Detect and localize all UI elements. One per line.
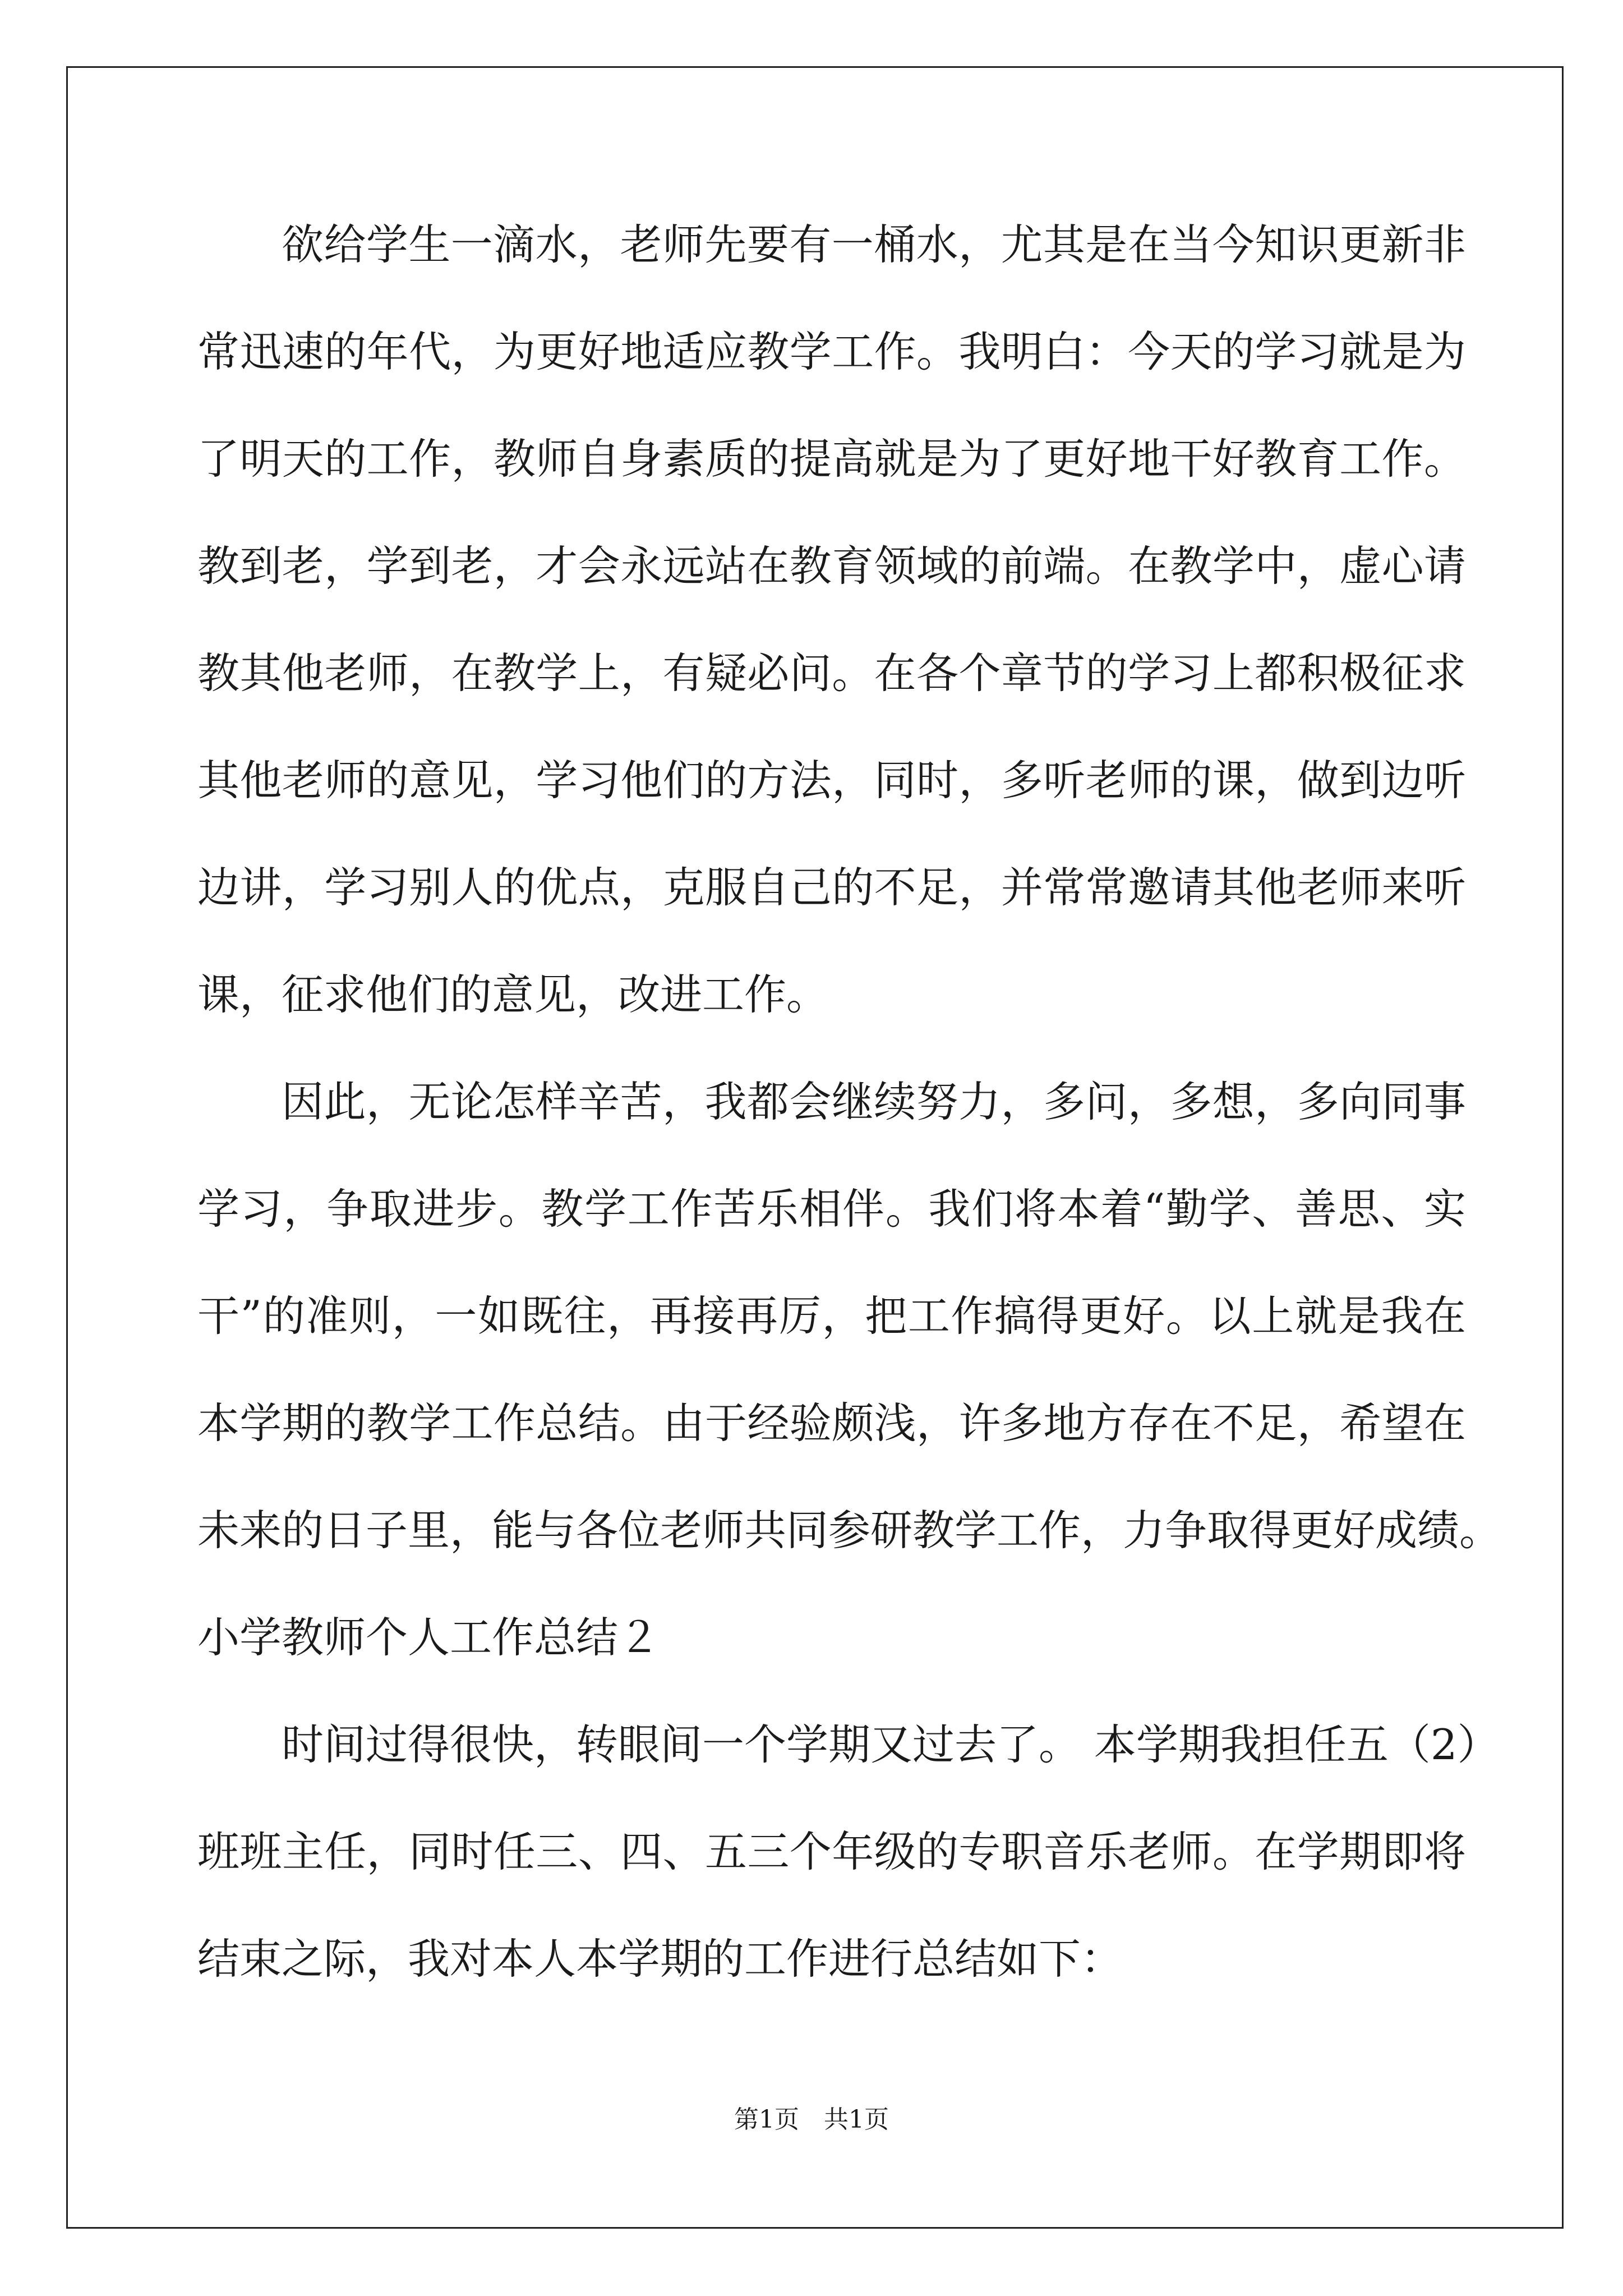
text-line: 教其他老师，在教学上，有疑必问。在各个章节的学习上都积极征求 <box>197 648 1466 698</box>
text-line: 学习，争取进步。教学工作苦乐相伴。我们将本着“勤学、善思、实 <box>197 1184 1466 1234</box>
text-line: 时间过得很快，转眼间一个学期又过去了。 本学期我担任五（2） <box>282 1720 1500 1769</box>
text-line: 欲给学生一滴水，老师先要有一桶水，尤其是在当今知识更新非 <box>282 220 1466 269</box>
text-line: 常迅速的年代，为更好地适应教学工作。我明白：今天的学习就是为 <box>197 327 1466 376</box>
text-line: 未来的日子里，能与各位老师共同参研教学工作，力争取得更好成绩。 <box>197 1506 1502 1555</box>
text-line: 干”的准则，一如既往，再接再厉，把工作搞得更好。以上就是我在 <box>197 1291 1466 1341</box>
page-footer: 第1页 共1页 <box>734 2105 889 2134</box>
text-line: 班班主任，同时任三、四、五三个年级的专职音乐老师。在学期即将 <box>197 1827 1466 1876</box>
text-line: 因此，无论怎样辛苦，我都会继续努力，多问，多想，多向同事 <box>282 1077 1466 1126</box>
text-line: 教到老，学到老，才会永远站在教育领域的前端。在教学中，虚心请 <box>197 541 1466 591</box>
text-line: 了明天的工作，教师自身素质的提高就是为了更好地干好教育工作。 <box>197 434 1466 484</box>
section-heading: 小学教师个人工作总结２ <box>197 1613 661 1662</box>
document-body <box>197 217 1502 2038</box>
text-line: 本学期的教学工作总结。由于经验颇浅，许多地方存在不足，希望在 <box>197 1398 1466 1448</box>
text-line: 结束之际，我对本人本学期的工作进行总结如下： <box>197 1934 1123 1984</box>
text-line: 课，征求他们的意见，改进工作。 <box>197 970 829 1019</box>
text-line: 其他老师的意见，学习他们的方法，同时，多听老师的课，做到边听 <box>197 756 1466 805</box>
text-line: 边讲，学习别人的优点，克服自己的不足，并常常邀请其他老师来听 <box>197 863 1466 912</box>
